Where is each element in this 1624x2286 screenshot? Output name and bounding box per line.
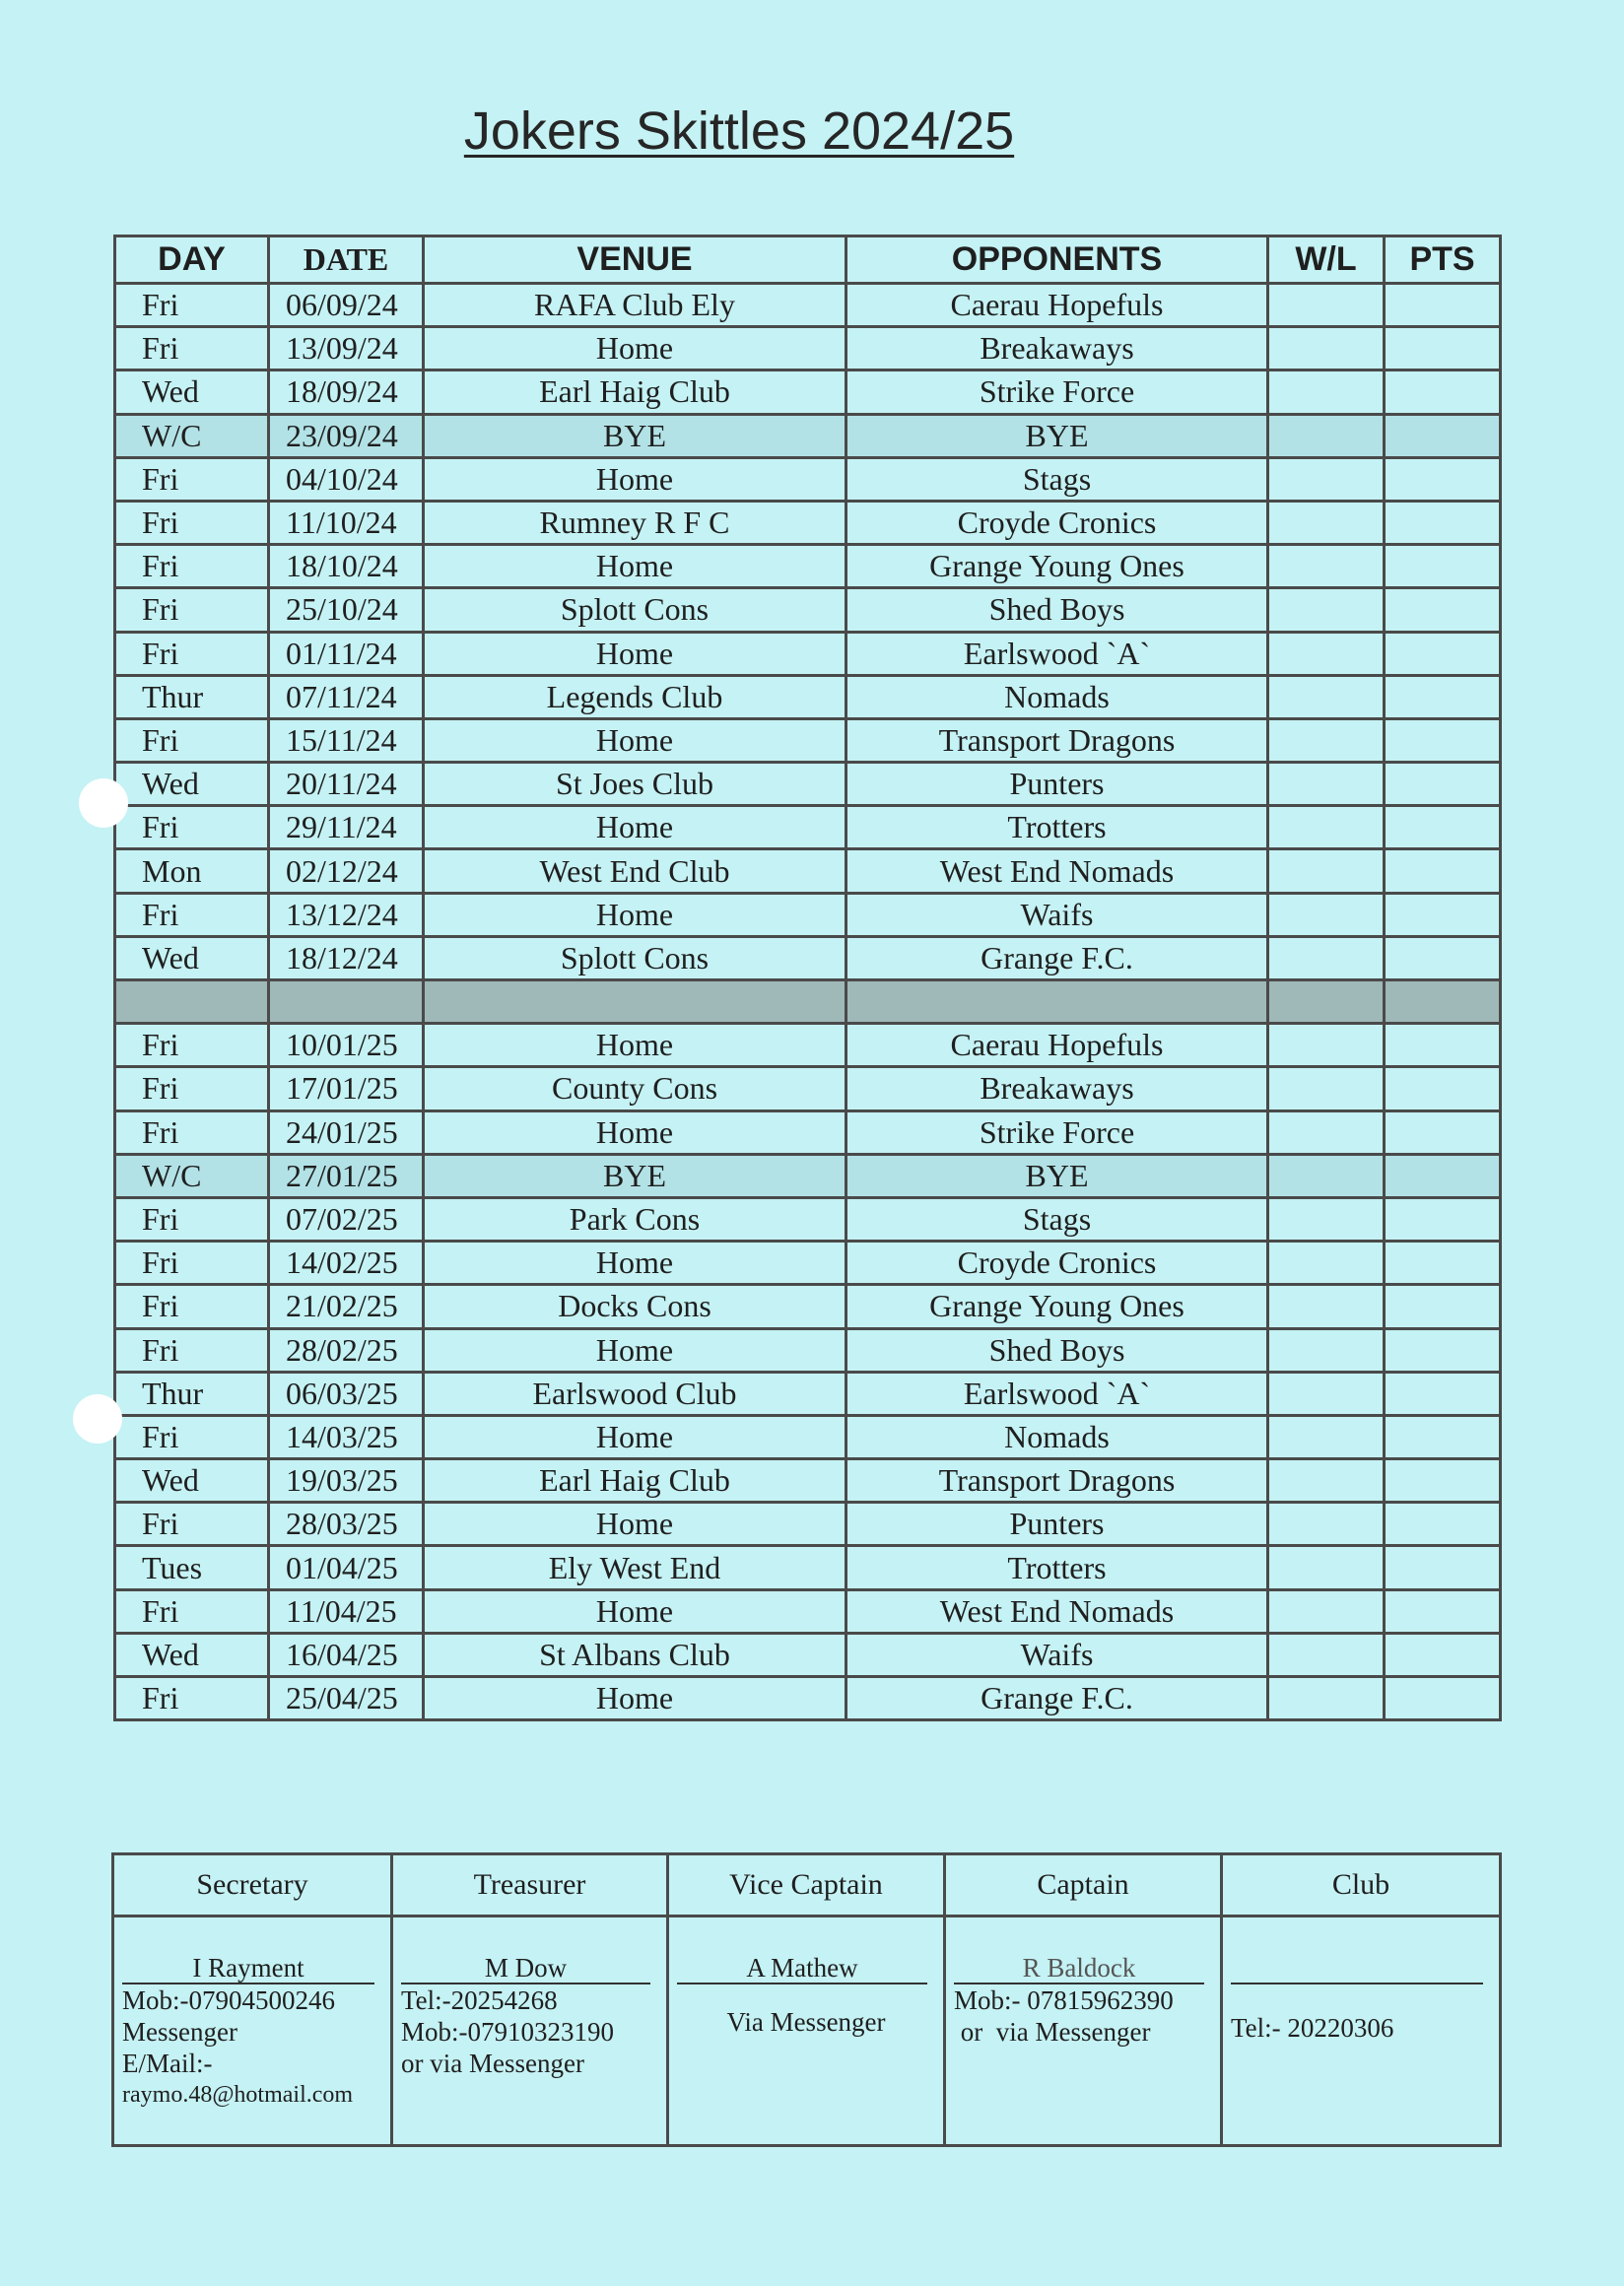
fixture-row xyxy=(115,1285,1501,1328)
fixture-day: Fri xyxy=(115,632,269,675)
fixture-date: 14/03/25 xyxy=(269,1415,424,1458)
role-treasurer: Treasurer xyxy=(392,1854,668,1916)
fixture-opponents: Strike Force xyxy=(846,1110,1268,1154)
fixture-day: Fri xyxy=(115,806,269,849)
fixture-wl xyxy=(1268,1372,1385,1415)
fixture-opponents: Grange Young Ones xyxy=(846,545,1268,588)
officers-table xyxy=(111,1852,1502,2147)
fixture-venue xyxy=(424,980,846,1024)
fixture-opponents: Stags xyxy=(846,457,1268,501)
fixture-opponents: Grange F.C. xyxy=(846,936,1268,979)
fixture-row xyxy=(115,1197,1501,1241)
fixture-row xyxy=(115,763,1501,806)
fixture-wl xyxy=(1268,1154,1385,1197)
fixture-pts xyxy=(1385,893,1501,936)
fixture-date: 07/02/25 xyxy=(269,1197,424,1241)
fixture-row xyxy=(115,893,1501,936)
officers-header-row xyxy=(113,1854,1501,1916)
fixture-row xyxy=(115,1633,1501,1676)
fixture-day: Fri xyxy=(115,588,269,632)
fixture-venue: Home xyxy=(424,327,846,370)
fixture-wl xyxy=(1268,849,1385,893)
fixture-row xyxy=(115,718,1501,762)
fixture-pts xyxy=(1385,1024,1501,1067)
fixture-row-bye xyxy=(115,1154,1501,1197)
fixture-date: 04/10/24 xyxy=(269,457,424,501)
fixture-venue: BYE xyxy=(424,1154,846,1197)
fixture-wl xyxy=(1268,1589,1385,1633)
captain-messenger: or via Messenger xyxy=(954,2017,1151,2047)
fixture-wl xyxy=(1268,675,1385,718)
fixture-day: Fri xyxy=(115,1328,269,1372)
fixture-wl xyxy=(1268,893,1385,936)
fixture-day: W/C xyxy=(115,1154,269,1197)
fixture-day: Wed xyxy=(115,1459,269,1503)
fixture-venue: Home xyxy=(424,1328,846,1372)
fixture-day: Tues xyxy=(115,1546,269,1589)
fixture-wl xyxy=(1268,1633,1385,1676)
treasurer-tel: Tel:-20254268 xyxy=(401,1985,558,2015)
fixture-day: Fri xyxy=(115,1285,269,1328)
fixture-wl xyxy=(1268,1067,1385,1110)
fixture-venue: Home xyxy=(424,1415,846,1458)
fixture-day: Mon xyxy=(115,849,269,893)
fixture-date: 18/09/24 xyxy=(269,370,424,414)
fixture-opponents: West End Nomads xyxy=(846,1589,1268,1633)
fixture-day: Wed xyxy=(115,763,269,806)
fixture-day: Fri xyxy=(115,1589,269,1633)
fixture-pts xyxy=(1385,632,1501,675)
fixture-date: 19/03/25 xyxy=(269,1459,424,1503)
fixture-row xyxy=(115,1589,1501,1633)
fixture-date xyxy=(269,980,424,1024)
fixture-row xyxy=(115,588,1501,632)
fixture-row xyxy=(115,1242,1501,1285)
fixture-day: Fri xyxy=(115,1067,269,1110)
fixture-wl xyxy=(1268,327,1385,370)
fixture-venue: Home xyxy=(424,1677,846,1720)
fixture-date: 16/04/25 xyxy=(269,1633,424,1676)
fixture-venue: Home xyxy=(424,632,846,675)
fixture-wl xyxy=(1268,1459,1385,1503)
fixture-pts xyxy=(1385,457,1501,501)
fixture-pts xyxy=(1385,1633,1501,1676)
fixture-wl xyxy=(1268,1546,1385,1589)
page-title: Jokers Skittles 2024/25 xyxy=(463,101,1015,161)
fixture-opponents: Transport Dragons xyxy=(846,718,1268,762)
fixture-opponents: Punters xyxy=(846,763,1268,806)
vice-captain-messenger: Via Messenger xyxy=(726,2007,886,2037)
fixture-date: 20/11/24 xyxy=(269,763,424,806)
fixture-pts xyxy=(1385,675,1501,718)
fixture-day: Thur xyxy=(115,675,269,718)
fixture-day: Fri xyxy=(115,457,269,501)
fixture-pts xyxy=(1385,806,1501,849)
treasurer-messenger: or via Messenger xyxy=(401,2049,584,2078)
treasurer-name: M Dow xyxy=(401,1953,650,1984)
fixture-day: Fri xyxy=(115,545,269,588)
fixture-wl xyxy=(1268,1024,1385,1067)
role-club: Club xyxy=(1222,1854,1501,1916)
secretary-email: raymo.48@hotmail.com xyxy=(122,2082,354,2108)
fixture-date: 17/01/25 xyxy=(269,1067,424,1110)
fixture-row xyxy=(115,1110,1501,1154)
treasurer-mobile: Mob:-07910323190 xyxy=(401,2017,614,2047)
fixture-opponents: Stags xyxy=(846,1197,1268,1241)
fixture-wl xyxy=(1268,457,1385,501)
fixture-row xyxy=(115,1503,1501,1546)
fixture-wl xyxy=(1268,1328,1385,1372)
fixture-opponents: Breakaways xyxy=(846,1067,1268,1110)
fixture-row xyxy=(115,545,1501,588)
fixture-wl xyxy=(1268,718,1385,762)
fixture-pts xyxy=(1385,1328,1501,1372)
fixture-row xyxy=(115,327,1501,370)
role-secretary: Secretary xyxy=(113,1854,392,1916)
fixture-pts xyxy=(1385,370,1501,414)
fixture-row xyxy=(115,1372,1501,1415)
fixture-wl xyxy=(1268,763,1385,806)
fixture-pts xyxy=(1385,1415,1501,1458)
fixture-venue: Legends Club xyxy=(424,675,846,718)
fixture-date: 01/04/25 xyxy=(269,1546,424,1589)
fixture-opponents: Transport Dragons xyxy=(846,1459,1268,1503)
fixture-row xyxy=(115,284,1501,327)
fixture-row xyxy=(115,1024,1501,1067)
fixture-row xyxy=(115,1459,1501,1503)
fixture-venue: Home xyxy=(424,806,846,849)
fixture-row xyxy=(115,849,1501,893)
fixture-date: 18/12/24 xyxy=(269,936,424,979)
fixture-wl xyxy=(1268,980,1385,1024)
fixture-venue: Home xyxy=(424,718,846,762)
fixture-day: Fri xyxy=(115,501,269,544)
fixture-opponents: Shed Boys xyxy=(846,1328,1268,1372)
vice-captain-name: A Mathew xyxy=(677,1953,927,1984)
fixture-opponents: BYE xyxy=(846,1154,1268,1197)
officers-detail-row xyxy=(113,1916,1501,2146)
fixture-date: 18/10/24 xyxy=(269,545,424,588)
fixture-opponents: Croyde Cronics xyxy=(846,501,1268,544)
fixture-wl xyxy=(1268,1197,1385,1241)
fixture-opponents xyxy=(846,980,1268,1024)
fixture-opponents: Punters xyxy=(846,1503,1268,1546)
fixture-pts xyxy=(1385,1067,1501,1110)
fixture-date: 06/09/24 xyxy=(269,284,424,327)
secretary-details xyxy=(113,1916,392,2146)
fixture-date: 29/11/24 xyxy=(269,806,424,849)
fixture-row xyxy=(115,1677,1501,1720)
captain-mobile: Mob:- 07815962390 xyxy=(954,1985,1174,2015)
fixture-day: Fri xyxy=(115,1197,269,1241)
fixture-opponents: Waifs xyxy=(846,893,1268,936)
fixture-opponents: Earlswood `A` xyxy=(846,1372,1268,1415)
fixture-date: 13/12/24 xyxy=(269,893,424,936)
fixture-date: 02/12/24 xyxy=(269,849,424,893)
vice-captain-details xyxy=(668,1916,945,2146)
fixture-day: Fri xyxy=(115,718,269,762)
fixture-day: Wed xyxy=(115,936,269,979)
fixture-pts xyxy=(1385,327,1501,370)
secretary-messenger: Messenger xyxy=(122,2017,237,2047)
fixture-pts xyxy=(1385,1459,1501,1503)
fixture-pts xyxy=(1385,1503,1501,1546)
fixture-opponents: Breakaways xyxy=(846,327,1268,370)
fixtures-table xyxy=(113,235,1502,1721)
fixture-wl xyxy=(1268,370,1385,414)
fixture-pts xyxy=(1385,1154,1501,1197)
fixture-day: Fri xyxy=(115,327,269,370)
club-details xyxy=(1222,1916,1501,2146)
fixture-pts xyxy=(1385,284,1501,327)
fixture-pts xyxy=(1385,1197,1501,1241)
fixture-date: 25/04/25 xyxy=(269,1677,424,1720)
fixture-venue: Earlswood Club xyxy=(424,1372,846,1415)
fixture-day: Fri xyxy=(115,284,269,327)
fixture-venue: Docks Cons xyxy=(424,1285,846,1328)
fixture-pts xyxy=(1385,936,1501,979)
fixture-pts xyxy=(1385,501,1501,544)
fixture-pts xyxy=(1385,588,1501,632)
fixture-day: Thur xyxy=(115,1372,269,1415)
fixture-wl xyxy=(1268,1415,1385,1458)
fixture-opponents: Nomads xyxy=(846,1415,1268,1458)
fixture-opponents: Earlswood `A` xyxy=(846,632,1268,675)
fixture-date: 15/11/24 xyxy=(269,718,424,762)
fixture-row-bye xyxy=(115,414,1501,457)
fixture-row xyxy=(115,632,1501,675)
fixture-date: 07/11/24 xyxy=(269,675,424,718)
club-tel: Tel:- 20220306 xyxy=(1231,2013,1394,2043)
fixture-venue: Home xyxy=(424,893,846,936)
fixtures-body xyxy=(115,284,1501,1720)
fixture-pts xyxy=(1385,1372,1501,1415)
fixture-date: 10/01/25 xyxy=(269,1024,424,1067)
fixture-opponents: Grange F.C. xyxy=(846,1677,1268,1720)
header-opponents: OPPONENTS xyxy=(846,236,1268,284)
fixture-venue: Home xyxy=(424,1242,846,1285)
fixture-venue: Ely West End xyxy=(424,1546,846,1589)
fixture-wl xyxy=(1268,1677,1385,1720)
fixture-opponents: Caerau Hopefuls xyxy=(846,284,1268,327)
fixture-date: 13/09/24 xyxy=(269,327,424,370)
fixture-row xyxy=(115,370,1501,414)
fixture-day: Fri xyxy=(115,893,269,936)
fixture-venue: Earl Haig Club xyxy=(424,1459,846,1503)
fixture-day: W/C xyxy=(115,414,269,457)
fixture-venue: Splott Cons xyxy=(424,936,846,979)
fixture-opponents: Trotters xyxy=(846,1546,1268,1589)
fixture-wl xyxy=(1268,588,1385,632)
fixture-venue: St Joes Club xyxy=(424,763,846,806)
fixture-pts xyxy=(1385,1546,1501,1589)
role-captain: Captain xyxy=(945,1854,1222,1916)
fixture-pts xyxy=(1385,763,1501,806)
fixture-date: 28/03/25 xyxy=(269,1503,424,1546)
fixture-day: Wed xyxy=(115,1633,269,1676)
club-name-line xyxy=(1231,1917,1483,1984)
fixture-pts xyxy=(1385,849,1501,893)
header-pts: PTS xyxy=(1385,236,1501,284)
fixture-date: 21/02/25 xyxy=(269,1285,424,1328)
punch-hole-bottom xyxy=(73,1394,122,1444)
fixture-day: Fri xyxy=(115,1677,269,1720)
season-break-row xyxy=(115,980,1501,1024)
fixture-pts xyxy=(1385,1110,1501,1154)
fixture-opponents: Trotters xyxy=(846,806,1268,849)
fixture-day: Fri xyxy=(115,1024,269,1067)
fixture-venue: County Cons xyxy=(424,1067,846,1110)
header-day: DAY xyxy=(115,236,269,284)
fixture-wl xyxy=(1268,501,1385,544)
punch-hole-top xyxy=(79,778,128,828)
fixture-row xyxy=(115,1546,1501,1589)
fixture-date: 11/04/25 xyxy=(269,1589,424,1633)
fixture-venue: BYE xyxy=(424,414,846,457)
header-date: DATE xyxy=(269,236,424,284)
fixture-opponents: Caerau Hopefuls xyxy=(846,1024,1268,1067)
fixture-date: 14/02/25 xyxy=(269,1242,424,1285)
secretary-mobile: Mob:-07904500246 xyxy=(122,1985,335,2015)
fixture-pts xyxy=(1385,980,1501,1024)
fixture-date: 27/01/25 xyxy=(269,1154,424,1197)
fixture-venue: Rumney R F C xyxy=(424,501,846,544)
fixture-row xyxy=(115,1328,1501,1372)
fixture-pts xyxy=(1385,1242,1501,1285)
fixture-pts xyxy=(1385,414,1501,457)
fixture-day: Fri xyxy=(115,1242,269,1285)
header-wl: W/L xyxy=(1268,236,1385,284)
fixture-venue: West End Club xyxy=(424,849,846,893)
fixture-row xyxy=(115,936,1501,979)
header-venue: VENUE xyxy=(424,236,846,284)
fixture-opponents: West End Nomads xyxy=(846,849,1268,893)
fixture-wl xyxy=(1268,284,1385,327)
fixture-venue: Earl Haig Club xyxy=(424,370,846,414)
fixture-venue: Home xyxy=(424,1110,846,1154)
fixture-venue: Home xyxy=(424,545,846,588)
fixture-wl xyxy=(1268,1242,1385,1285)
fixture-venue: Home xyxy=(424,1503,846,1546)
fixture-day: Fri xyxy=(115,1503,269,1546)
fixture-pts xyxy=(1385,718,1501,762)
fixture-wl xyxy=(1268,806,1385,849)
fixture-wl xyxy=(1268,414,1385,457)
fixture-row xyxy=(115,806,1501,849)
fixture-venue: St Albans Club xyxy=(424,1633,846,1676)
fixture-wl xyxy=(1268,632,1385,675)
treasurer-details xyxy=(392,1916,668,2146)
fixture-date: 06/03/25 xyxy=(269,1372,424,1415)
fixture-venue: RAFA Club Ely xyxy=(424,284,846,327)
role-vice-captain: Vice Captain xyxy=(668,1854,945,1916)
fixture-date: 11/10/24 xyxy=(269,501,424,544)
secretary-email-label: E/Mail:- xyxy=(122,2049,213,2078)
fixture-wl xyxy=(1268,545,1385,588)
fixture-day xyxy=(115,980,269,1024)
fixture-venue: Splott Cons xyxy=(424,588,846,632)
fixture-date: 25/10/24 xyxy=(269,588,424,632)
fixture-row xyxy=(115,1415,1501,1458)
fixture-date: 24/01/25 xyxy=(269,1110,424,1154)
fixture-date: 01/11/24 xyxy=(269,632,424,675)
fixture-day: Wed xyxy=(115,370,269,414)
fixture-wl xyxy=(1268,1503,1385,1546)
fixture-date: 28/02/25 xyxy=(269,1328,424,1372)
fixture-venue: Home xyxy=(424,1589,846,1633)
fixture-opponents: Strike Force xyxy=(846,370,1268,414)
fixture-opponents: Grange Young Ones xyxy=(846,1285,1268,1328)
fixture-venue: Home xyxy=(424,1024,846,1067)
fixture-wl xyxy=(1268,936,1385,979)
fixture-opponents: Shed Boys xyxy=(846,588,1268,632)
fixture-row xyxy=(115,1067,1501,1110)
fixture-day: Fri xyxy=(115,1110,269,1154)
fixture-venue: Home xyxy=(424,457,846,501)
fixture-pts xyxy=(1385,1677,1501,1720)
secretary-name: I Rayment xyxy=(122,1953,374,1984)
captain-details xyxy=(945,1916,1222,2146)
fixtures-header-row xyxy=(115,236,1501,284)
fixture-venue: Park Cons xyxy=(424,1197,846,1241)
fixture-date: 23/09/24 xyxy=(269,414,424,457)
fixture-opponents: Croyde Cronics xyxy=(846,1242,1268,1285)
fixture-opponents: Nomads xyxy=(846,675,1268,718)
fixture-row xyxy=(115,457,1501,501)
captain-name: R Baldock xyxy=(954,1953,1204,1984)
fixture-pts xyxy=(1385,1589,1501,1633)
fixture-pts xyxy=(1385,1285,1501,1328)
fixture-opponents: BYE xyxy=(846,414,1268,457)
fixture-day: Fri xyxy=(115,1415,269,1458)
fixture-opponents: Waifs xyxy=(846,1633,1268,1676)
fixture-row xyxy=(115,675,1501,718)
fixture-row xyxy=(115,501,1501,544)
fixture-pts xyxy=(1385,545,1501,588)
fixture-wl xyxy=(1268,1285,1385,1328)
fixture-wl xyxy=(1268,1110,1385,1154)
